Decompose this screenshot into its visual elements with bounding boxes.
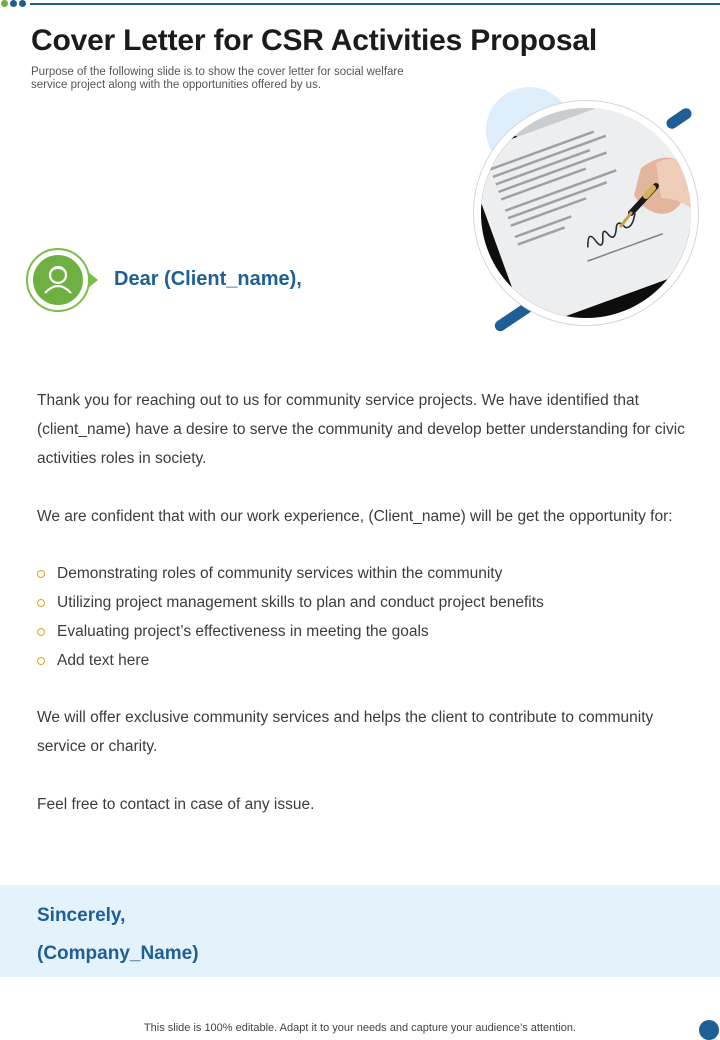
list-item-text: Utilizing project management skills to plan and conduct project benefits (57, 594, 544, 611)
signature-company: (Company_Name) (37, 943, 199, 964)
decor-dot-green (1, 0, 8, 7)
user-avatar-icon (33, 255, 83, 305)
decor-dot-blue (10, 0, 17, 7)
user-silhouette-icon (33, 255, 83, 305)
letter-paragraph-2: We are confident that with our work experience, (Client_name) will be get the opportunity for: (37, 508, 673, 525)
letter-paragraph-3: We will offer exclusive community services and helps the client to contribute to community service or charity. (37, 709, 654, 755)
signing-document-illustration (481, 108, 691, 318)
page-title: Cover Letter for CSR Activities Proposal (31, 24, 598, 57)
opportunity-list (37, 559, 677, 675)
decor-dot-blue-2 (19, 0, 26, 7)
list-item-text: Demonstrating roles of community services within the community (57, 565, 503, 582)
top-rule (30, 3, 720, 5)
list-item (37, 559, 677, 588)
greeting: Dear (Client_name), (114, 268, 302, 290)
circle-bullet-icon (37, 628, 45, 636)
footer-note: This slide is 100% editable. Adapt it to your needs and capture your audience’s attention. (143, 1022, 577, 1034)
list-item (37, 617, 677, 646)
page-subtitle: Purpose of the following slide is to show the cover letter for social welfare service project along with the opportunities offered by us. (31, 66, 404, 91)
closing: Sincerely, (37, 905, 126, 926)
circle-bullet-icon (37, 657, 45, 665)
list-item (37, 588, 677, 617)
list-item (37, 646, 677, 675)
list-item-text: Add text here (57, 652, 150, 669)
circle-bullet-icon (37, 570, 45, 578)
decor-bar-top (664, 106, 693, 131)
corner-decor-dot (699, 1020, 719, 1040)
avatar-pointer (88, 272, 98, 288)
letter-paragraph-4: Feel free to contact in case of any issue. (37, 796, 315, 813)
list-item-text: Evaluating project’s effectiveness in meeting the goals (57, 623, 429, 640)
circle-bullet-icon (37, 599, 45, 607)
signing-document-photo (481, 108, 691, 318)
letter-paragraph-1: Thank you for reaching out to us for community service projects. We have identified that (client_name) have a desire to serve the community and develop better understanding for civic activities roles in society. (37, 392, 685, 467)
